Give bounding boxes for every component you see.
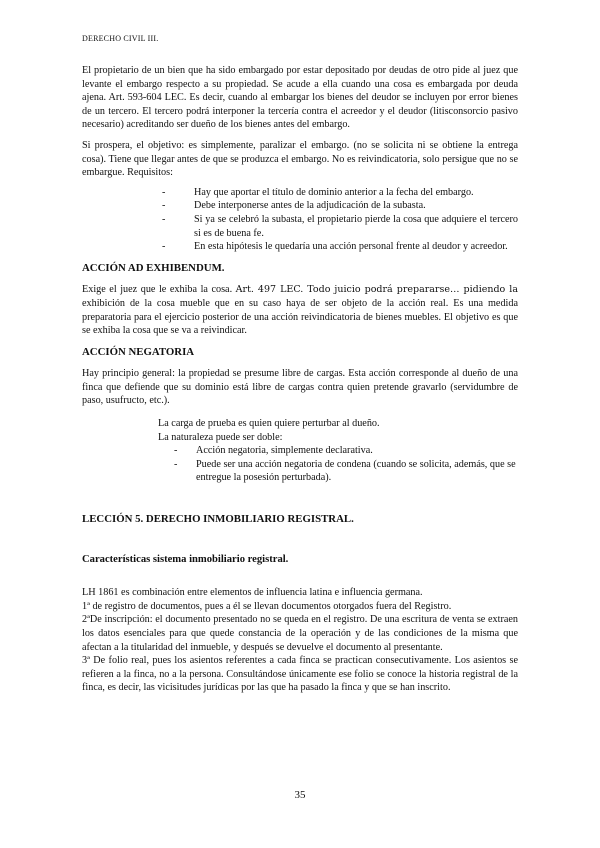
nature-line: La naturaleza puede ser doble: — [158, 431, 283, 443]
exhibendum-heading: ACCIÓN AD EXHIBENDUM. — [82, 261, 225, 274]
list-item: - En esta hipótesis le quedaría una acción personal frente al deudor y acreedor. — [162, 240, 518, 254]
negatoria-types-list — [158, 444, 518, 485]
feature-line: 2ªDe inscripción: el documento presentado no se queda en el registro. De una escritura de venta se extraen los datos esenciales para que quede constancia de la operación y de las condiciones de la misma que afectan a la titularidad del inmueble, y después se devuelve el documento al presentante. — [82, 614, 518, 653]
feature-line: LH 1861 es combinación entre elementos de influencia latina e influencia germana. — [82, 587, 423, 599]
list-item: - Acción negatoria, simplemente declarativa. — [174, 444, 518, 458]
negatoria-paragraph: Hay principio general: la propiedad se presume libre de cargas. Esta acción corresponde al dueño de una finca que defiende que su dominio está libre de cargas contra quien pretende gravarlo (servidumbre de paso, usufructo, etc.). — [82, 368, 518, 407]
negatoria-heading: ACCIÓN NEGATORIA — [82, 345, 195, 358]
page-number: 35 — [294, 789, 306, 801]
feature-line: 3ª De folio real, pues los asientos referentes a cada finca se practican consecutivamente. Los asientos se refieren a la finca, no a la persona. Consultándose únicamente ese folio se conoce la historia registral de la finca, es decir, las vicisitudes jurídicas por las que ha pasado la finca y que se han inscrito. — [82, 655, 518, 694]
exhibendum-text-end: exhibición de la cosa mueble que en su caso haya de ser objeto de la acción real. Es una medida preparatoria para el ejercicio posterior de una acción reivindicatoria de bienes muebles. El objetivo es que se exhiba la cosa que se va a reivindicar. — [82, 297, 518, 337]
running-header: DERECHO CIVIL III. — [82, 34, 159, 43]
list-item: - Si ya se celebró la subasta, el propietario pierde la cosa que adquiere el tercero si es de buena fe. — [162, 213, 518, 240]
exhibendum-text-start: Exige el juez que le exhiba la cosa. — [82, 284, 236, 296]
requirements-list — [82, 186, 518, 254]
list-item: - Puede ser una acción negatoria de condena (cuando se solicita, además, que se entregue la posesión perturbada). — [174, 458, 518, 485]
objective-paragraph: Si prospera, el objetivo: es simplemente, paralizar el embargo. (no se solicita ni se obtiene la entrega cosa). Tiene que llegar antes de que se produzca el embargo. No es reivindicatoria, solo persigue que no se embargue. Requisitos: — [82, 139, 518, 179]
burden-of-proof: La carga de prueba es quien quiere perturbar al dueño. — [158, 418, 380, 430]
page-body — [82, 64, 518, 695]
section-title: Características sistema inmobiliario registral. — [82, 553, 289, 565]
list-item: - Debe interponerse antes de la adjudicación de la subasta. — [162, 199, 518, 213]
intro-paragraph: El propietario de un bien que ha sido embargado por estar depositado por deudas de otro pide al juez que levante el embargo respecto a su propiedad. Se acude a ella cuando una cosa es embargada por deuda ajena. Art. 593-604 LEC. Es decir, cuando al embargar los bienes del deudor se incluyen por error bienes de un tercero. El tercero podrá interponer la tercería contra el acreedor y el deudor (litisconsorcio pasivo necesario) acreditando ser dueño de los bienes antes del embargo. — [82, 65, 518, 131]
feature-line: 1ª de registro de documentos, pues a él se llevan documentos otorgados fuera del Registro. — [82, 600, 452, 612]
features-block — [82, 586, 518, 695]
negatoria-details — [158, 417, 518, 485]
exhibendum-paragraph — [82, 283, 518, 337]
lesson-title: LECCIÓN 5. DERECHO INMOBILIARIO REGISTRAL. — [82, 513, 354, 526]
handwritten-insert: Art. 497 LEC. Todo juicio podrá prepararse… pidiendo la — [235, 284, 518, 296]
list-item: - Hay que aportar el título de dominio anterior a la fecha del embargo. — [162, 186, 518, 200]
